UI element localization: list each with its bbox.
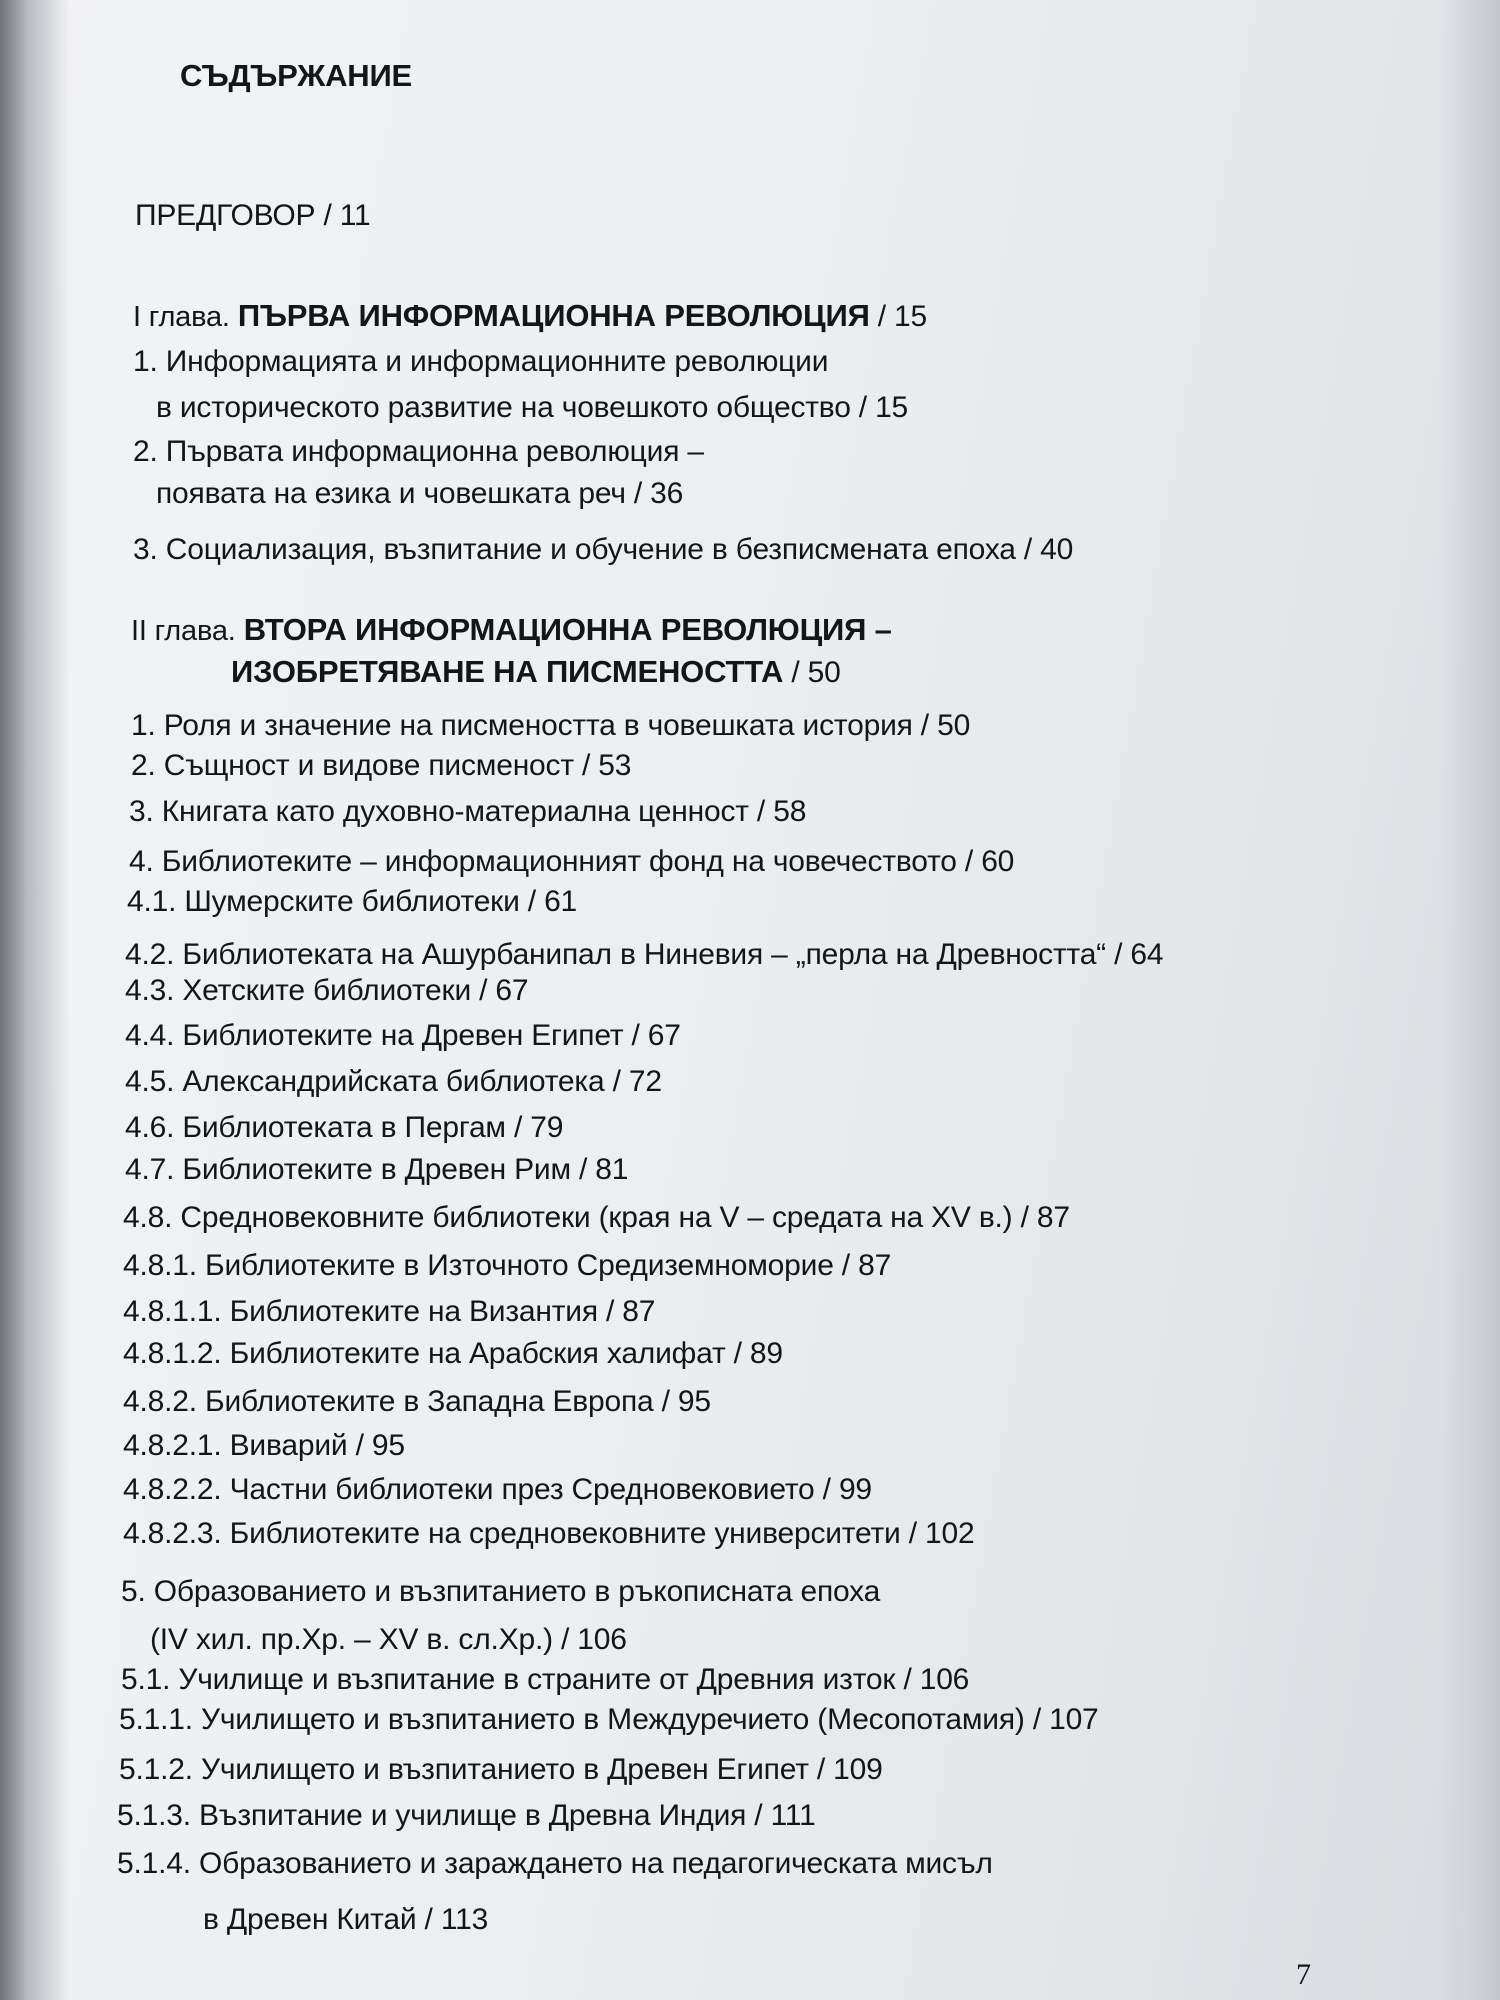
toc-entry: 5.1.2. Училището и възпитанието в Древен Египет / 109 xyxy=(119,1753,883,1786)
toc-entry: 5.1. Училище и възпитание в страните от Древния изток / 106 xyxy=(121,1663,970,1696)
chapter1-title: ПЪРВА ИНФОРМАЦИОННА РЕВОЛЮЦИЯ xyxy=(237,298,870,333)
chapter1-heading xyxy=(133,298,927,335)
chapter2-heading-line1 xyxy=(131,612,892,649)
chapter2-title-line1: ВТОРА ИНФОРМАЦИОННА РЕВОЛЮЦИЯ – xyxy=(243,612,892,647)
toc-entry: 5.1.1. Училището и възпитанието в Междуречието (Месопотамия) / 107 xyxy=(119,1703,1099,1736)
toc-entry: 3. Книгата като духовно-материална ценност / 58 xyxy=(129,795,807,828)
page-number: 7 xyxy=(1296,1958,1311,1991)
toc-entry: 2. Първата информационна революция – xyxy=(133,435,704,468)
toc-entry: 1. Роля и значение на писмеността в човешката история / 50 xyxy=(131,709,971,742)
chapter2-title-line2: ИЗОБРЕТЯВАНЕ НА ПИСМЕНОСТТА xyxy=(231,654,784,689)
toc-entry: 4.2. Библиотеката на Ашурбанипал в Ниневия – „перла на Древността“ / 64 xyxy=(125,938,1164,971)
toc-entry: в историческото развитие на човешкото общество / 15 xyxy=(156,391,909,424)
page-right-edge xyxy=(1440,0,1500,2000)
page-gutter-shadow xyxy=(0,0,70,2000)
toc-entry: 4.8.2.3. Библиотеките на средновековните университети / 102 xyxy=(123,1517,975,1550)
chapter2-lead: II глава. xyxy=(131,615,236,647)
toc-entry: 4.8. Средновековните библиотеки (края на V – средата на XV в.) / 87 xyxy=(123,1201,1070,1234)
toc-entry: (IV хил. пр.Хр. – XV в. сл.Хр.) / 106 xyxy=(150,1623,627,1656)
toc-entry: 4.3. Хетските библиотеки / 67 xyxy=(125,974,529,1007)
toc-entry: 4.5. Александрийската библиотека / 72 xyxy=(125,1065,662,1098)
toc-entry: 4.8.2.2. Частни библиотеки през Средновековието / 99 xyxy=(123,1473,872,1506)
toc-entry: 4.1. Шумерските библиотеки / 61 xyxy=(127,885,578,918)
toc-entry: в Древен Китай / 113 xyxy=(203,1903,489,1936)
toc-entry: 4.8.2.1. Виварий / 95 xyxy=(123,1429,405,1462)
toc-entry: 4. Библиотеките – информационният фонд на човечеството / 60 xyxy=(129,845,1015,878)
toc-entry: 4.8.1.2. Библиотеките на Арабския халифат / 89 xyxy=(123,1337,783,1370)
toc-entry: 1. Информацията и информационните революции xyxy=(133,345,829,378)
toc-heading: СЪДЪРЖАНИЕ xyxy=(180,58,412,93)
toc-entry: 3. Социализация, възпитание и обучение в безписмената епоха / 40 xyxy=(133,533,1074,566)
toc-entry: 5.1.4. Образованието и зараждането на педагогическата мисъл xyxy=(117,1847,993,1880)
toc-entry: 2. Същност и видове писменост / 53 xyxy=(131,749,632,782)
toc-entry: 5.1.3. Възпитание и училище в Древна Индия / 111 xyxy=(117,1799,816,1832)
chapter1-lead: I глава. xyxy=(133,301,230,333)
toc-entry: 5. Образованието и възпитанието в ръкописната епоха xyxy=(121,1575,881,1608)
toc-entry: 4.8.2. Библиотеките в Западна Европа / 95 xyxy=(123,1385,711,1418)
toc-entry: 4.4. Библиотеките на Древен Египет / 67 xyxy=(125,1019,681,1052)
toc-entry: появата на езика и човешката реч / 36 xyxy=(156,477,684,510)
chapter2-heading-line2 xyxy=(231,654,841,691)
chapter2-page: / 50 xyxy=(783,656,841,689)
toc-entry: 4.8.1.1. Библиотеките на Византия / 87 xyxy=(123,1295,656,1328)
toc-entry: 4.7. Библиотеките в Древен Рим / 81 xyxy=(125,1153,629,1186)
toc-preface: ПРЕДГОВОР / 11 xyxy=(135,199,371,232)
chapter1-page: / 15 xyxy=(869,300,928,333)
toc-entry: 4.8.1. Библиотеките в Източното Средиземноморие / 87 xyxy=(123,1249,892,1282)
toc-entry: 4.6. Библиотеката в Пергам / 79 xyxy=(125,1111,564,1144)
